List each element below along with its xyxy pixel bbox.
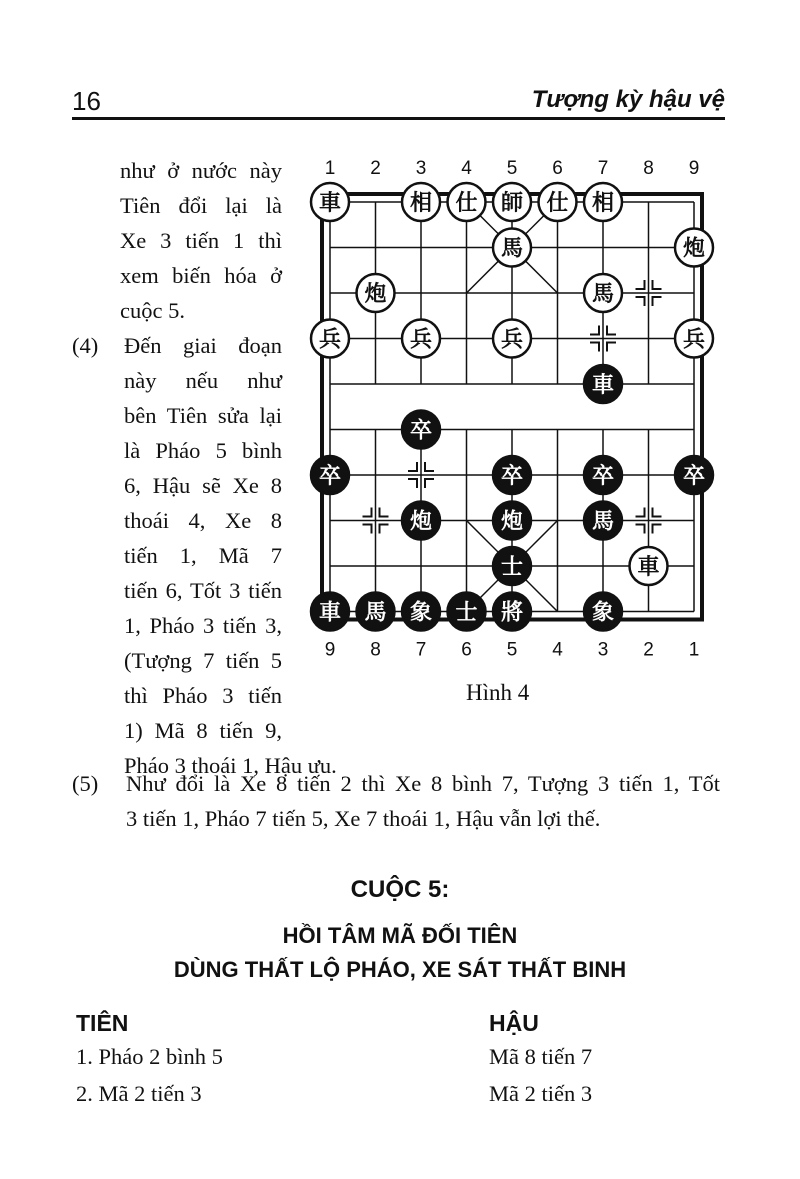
file-number-top: 3 [415, 158, 427, 179]
piece-label: 卒 [591, 464, 615, 489]
piece-label: 馬 [591, 509, 615, 535]
piece-label: 象 [409, 600, 433, 626]
file-number-bottom: 9 [324, 639, 336, 661]
file-number-bottom: 5 [506, 639, 518, 661]
header-rule [72, 117, 725, 120]
position-marker [590, 343, 599, 352]
piece-label: 兵 [409, 327, 433, 353]
file-number-bottom: 2 [643, 639, 654, 661]
file-number-top: 9 [688, 158, 700, 179]
note-line: bên Tiên sửa lại [124, 403, 282, 428]
file-number-bottom: 3 [597, 639, 609, 661]
piece-label: 卒 [409, 418, 433, 444]
note-line: Như đổi là Xe 8 tiến 2 thì Xe 8 bình 7, Tượng 3 tiến 1, Tốt [126, 771, 720, 796]
piece-label: 相 [591, 191, 615, 216]
hau-move: Mã 8 tiến 7 [489, 1044, 593, 1069]
piece-label: 車 [591, 373, 615, 398]
text-line: cuộc 5. [120, 298, 185, 323]
running-title: Tượng kỳ hậu vệ [531, 86, 725, 113]
section-subtitle: HỒI TÂM MÃ ĐỐI TIÊN [282, 923, 518, 948]
piece-label: 馬 [364, 600, 387, 626]
note-line: 1) Mã 8 tiến 9, [124, 718, 282, 743]
file-number-top: 7 [597, 158, 609, 179]
figure-caption: Hình 4 [466, 680, 530, 705]
hau-move: Mã 2 tiến 3 [489, 1081, 593, 1106]
piece-label: 卒 [682, 464, 706, 489]
position-marker [607, 343, 616, 352]
position-marker [425, 462, 434, 471]
text-line: Tiên đổi lại là [120, 193, 282, 218]
piece-label: 兵 [500, 327, 524, 353]
piece-label: 炮 [682, 236, 706, 262]
tien-move: 1. Pháo 2 bình 5 [76, 1044, 223, 1069]
note-line: 3 tiến 1, Pháo 7 tiến 5, Xe 7 thoái 1, Hậu vẫn lợi thế. [126, 806, 601, 831]
piece-label: 師 [500, 191, 524, 216]
note-number: (4) [72, 333, 99, 358]
note-line: thì Pháo 3 tiến [124, 683, 282, 708]
note-line: là Pháo 5 bình [124, 438, 282, 463]
position-marker [653, 280, 662, 289]
piece-label: 卒 [318, 464, 342, 489]
piece-label: 車 [318, 600, 342, 626]
note-line: Pháo 3 thoái 1, Hậu ưu. [124, 753, 337, 778]
xiangqi-board [300, 145, 740, 665]
note-number: (5) [72, 771, 99, 796]
note-line: này nếu như [124, 368, 282, 393]
file-number-top: 1 [324, 158, 336, 179]
piece-label: 車 [637, 555, 660, 580]
piece-label: 卒 [500, 464, 524, 489]
position-marker [425, 479, 434, 488]
piece-label: 士 [500, 555, 524, 580]
piece-label: 車 [318, 191, 342, 216]
position-marker [408, 462, 417, 471]
piece-label: 象 [591, 600, 615, 626]
text-line: như ở nước này [120, 158, 282, 183]
file-number-top: 5 [506, 158, 518, 179]
position-marker [653, 297, 662, 306]
piece-label: 仕 [455, 191, 478, 216]
piece-label: 兵 [682, 327, 706, 353]
position-marker [653, 525, 662, 534]
note-line: tiến 1, Mã 7 [124, 543, 282, 568]
position-marker [636, 280, 645, 289]
position-marker [653, 508, 662, 517]
text-line: xem biến hóa ở [120, 263, 282, 288]
note-line: (Tượng 7 tiến 5 [124, 648, 282, 673]
tien-header: TIÊN [76, 1010, 129, 1036]
file-number-top: 4 [461, 158, 472, 179]
position-marker [363, 525, 372, 534]
piece-label: 炮 [409, 509, 433, 535]
file-number-bottom: 4 [552, 639, 563, 661]
file-number-top: 2 [370, 158, 381, 179]
page-number: 16 [72, 86, 101, 116]
note-line: Đến giai đoạn [124, 333, 282, 358]
piece-label: 將 [500, 600, 524, 626]
tien-move: 2. Mã 2 tiến 3 [76, 1081, 202, 1106]
piece-label: 馬 [500, 236, 524, 262]
note-line: thoái 4, Xe 8 [124, 508, 282, 533]
note-line: 1, Pháo 3 tiến 3, [124, 613, 282, 638]
piece-label: 炮 [364, 282, 387, 307]
piece-label: 士 [455, 600, 478, 626]
position-marker [636, 508, 645, 517]
position-marker [363, 508, 372, 517]
position-marker [607, 326, 616, 335]
position-marker [636, 525, 645, 534]
text-line: Xe 3 tiến 1 thì [120, 228, 282, 253]
position-marker [408, 479, 417, 488]
file-number-top: 8 [643, 158, 654, 179]
piece-label: 炮 [500, 509, 524, 535]
file-number-bottom: 7 [415, 639, 427, 661]
file-number-bottom: 8 [370, 639, 381, 661]
piece-label: 相 [409, 191, 433, 216]
piece-label: 兵 [318, 327, 342, 353]
hau-header: HẬU [489, 1010, 539, 1036]
file-number-bottom: 1 [688, 639, 700, 661]
position-marker [380, 508, 389, 517]
file-number-bottom: 6 [461, 639, 472, 661]
piece-label: 馬 [591, 282, 615, 307]
note-line: 6, Hậu sẽ Xe 8 [124, 473, 282, 498]
section-subtitle: DÙNG THẤT LỘ PHÁO, XE SÁT THẤT BINH [173, 957, 627, 982]
piece-label: 仕 [546, 191, 569, 216]
position-marker [590, 326, 599, 335]
position-marker [380, 525, 389, 534]
position-marker [636, 297, 645, 306]
section-title: CUỘC 5: [350, 876, 450, 903]
file-number-top: 6 [552, 158, 563, 179]
note-line: tiến 6, Tốt 3 tiến [124, 578, 282, 603]
